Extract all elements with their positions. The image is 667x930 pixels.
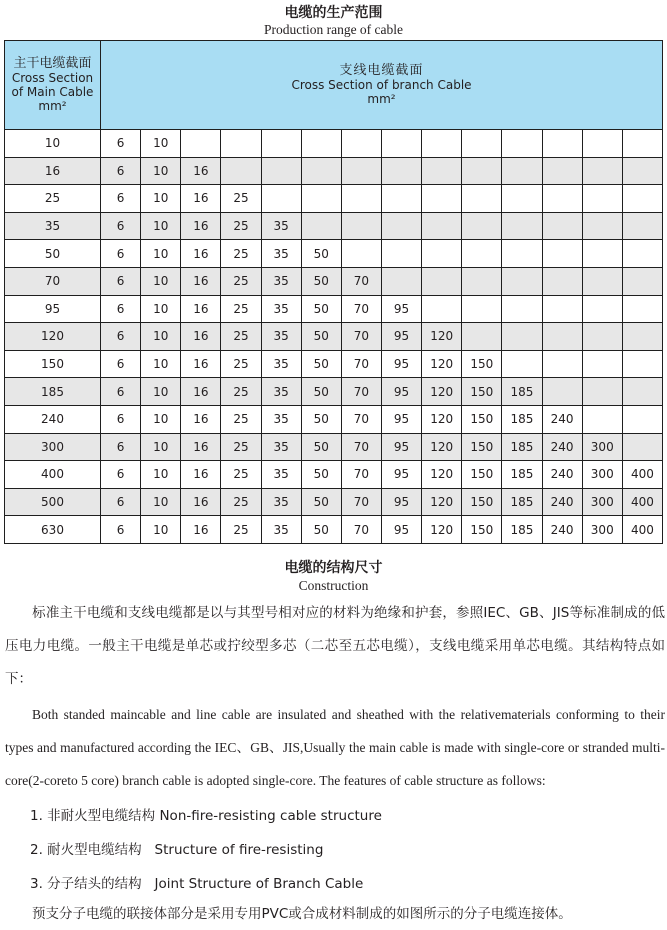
table-row: [5, 378, 663, 406]
construction-title-en: Construction: [298, 578, 369, 593]
branch-section-cell: 240: [542, 488, 582, 516]
construction-paragraph-en: [5, 698, 665, 797]
branch-section-cell: [622, 405, 662, 433]
branch-section-cell: 50: [301, 461, 341, 489]
branch-header-en: Cross Section of branch Cable: [291, 78, 472, 92]
branch-section-cell: 120: [422, 433, 462, 461]
branch-section-cell: 95: [381, 350, 421, 378]
branch-section-cell: 16: [181, 461, 221, 489]
table-row: [5, 461, 663, 489]
branch-section-cell: 120: [422, 516, 462, 544]
branch-section-cell: 16: [181, 350, 221, 378]
branch-section-cell: 50: [301, 323, 341, 351]
branch-section-cell: 95: [381, 516, 421, 544]
branch-section-cell: 150: [462, 405, 502, 433]
branch-section-cell: [422, 295, 462, 323]
main-section-cell: 120: [5, 323, 101, 351]
branch-section-cell: 10: [141, 488, 181, 516]
branch-header-zh: 支线电缆截面: [339, 63, 424, 78]
branch-section-cell: 6: [101, 157, 141, 185]
branch-section-cell: [381, 185, 421, 213]
branch-section-cell: 10: [141, 433, 181, 461]
branch-section-cell: [221, 157, 261, 185]
branch-section-cell: [582, 295, 622, 323]
branch-section-cell: [622, 350, 662, 378]
branch-section-cell: 25: [221, 185, 261, 213]
branch-section-cell: 400: [622, 488, 662, 516]
branch-section-cell: 50: [301, 378, 341, 406]
branch-section-cell: [502, 157, 542, 185]
branch-section-cell: [381, 157, 421, 185]
main-cable-header: [5, 41, 101, 130]
branch-section-cell: [542, 212, 582, 240]
branch-section-cell: [261, 157, 301, 185]
main-section-cell: 150: [5, 350, 101, 378]
branch-section-cell: [582, 323, 622, 351]
branch-section-cell: [301, 157, 341, 185]
production-range-table: [4, 40, 663, 544]
table-row: [5, 185, 663, 213]
branch-section-cell: [422, 267, 462, 295]
branch-section-cell: [462, 157, 502, 185]
branch-section-cell: [462, 212, 502, 240]
branch-section-cell: [341, 185, 381, 213]
branch-section-cell: 6: [101, 405, 141, 433]
branch-section-cell: [422, 212, 462, 240]
branch-section-cell: [622, 130, 662, 158]
branch-section-cell: 10: [141, 516, 181, 544]
branch-section-cell: 35: [261, 267, 301, 295]
branch-section-cell: 10: [141, 350, 181, 378]
branch-section-cell: 10: [141, 212, 181, 240]
branch-section-cell: 95: [381, 405, 421, 433]
branch-section-cell: 50: [301, 488, 341, 516]
branch-section-cell: 16: [181, 240, 221, 268]
branch-section-cell: 10: [141, 240, 181, 268]
branch-section-cell: [221, 130, 261, 158]
branch-section-cell: [582, 378, 622, 406]
branch-section-cell: 185: [502, 378, 542, 406]
branch-section-cell: 35: [261, 378, 301, 406]
branch-section-cell: 25: [221, 350, 261, 378]
branch-section-cell: 70: [341, 267, 381, 295]
branch-section-cell: [502, 185, 542, 213]
list-item: 3. 分子结头的结构 Joint Structure of Branch Cable: [30, 876, 364, 892]
branch-section-cell: 6: [101, 323, 141, 351]
table-row: [5, 516, 663, 544]
branch-section-cell: 10: [141, 130, 181, 158]
para-zh-text: 标准主干电缆和支线电缆都是以与其型号相对应的材料为绝缘和护套，参照IEC、GB、JIS等标准制成的低压电力电缆。一般主干电缆是单芯或拧绞型多芯（二芯至五芯电缆），支线电缆采用单芯电缆。其结构特点如下：: [5, 605, 665, 687]
branch-section-cell: 300: [582, 516, 622, 544]
branch-section-cell: 25: [221, 323, 261, 351]
branch-section-cell: [462, 295, 502, 323]
branch-section-cell: [341, 157, 381, 185]
table-row: [5, 157, 663, 185]
branch-section-cell: 10: [141, 295, 181, 323]
main-section-cell: 185: [5, 378, 101, 406]
branch-section-cell: [381, 212, 421, 240]
branch-section-cell: 16: [181, 378, 221, 406]
branch-header-unit: mm²: [367, 92, 396, 106]
branch-section-cell: [622, 433, 662, 461]
branch-section-cell: 6: [101, 130, 141, 158]
para-en-text: Both standed maincable and line cable are insulated and sheathed with the relativematerials conforming to their types and manufactured according the IEC、GB、JIS,Usually the main cable is made with single-core or stranded multi-core(2-coreto 5 core) branch cable is adopted single-core. The features of cable structure as follows:: [5, 707, 665, 788]
branch-section-cell: 16: [181, 516, 221, 544]
table-row: [5, 130, 663, 158]
branch-section-cell: 70: [341, 405, 381, 433]
branch-section-cell: 6: [101, 516, 141, 544]
branch-section-cell: 6: [101, 295, 141, 323]
branch-section-cell: 16: [181, 488, 221, 516]
branch-cable-header: [101, 41, 663, 130]
branch-section-cell: [301, 212, 341, 240]
branch-section-cell: [462, 185, 502, 213]
branch-section-cell: 6: [101, 212, 141, 240]
branch-section-cell: 70: [341, 516, 381, 544]
main-header-en-2: of Main Cable: [11, 85, 94, 99]
branch-section-cell: 120: [422, 488, 462, 516]
branch-section-cell: 50: [301, 405, 341, 433]
branch-section-cell: [542, 323, 582, 351]
branch-section-cell: 25: [221, 295, 261, 323]
branch-section-cell: 16: [181, 323, 221, 351]
branch-section-cell: 70: [341, 461, 381, 489]
branch-section-cell: [502, 240, 542, 268]
branch-section-cell: [542, 295, 582, 323]
branch-section-cell: [622, 240, 662, 268]
branch-section-cell: 25: [221, 405, 261, 433]
branch-section-cell: [422, 185, 462, 213]
branch-section-cell: [261, 130, 301, 158]
branch-section-cell: 6: [101, 488, 141, 516]
branch-section-cell: 35: [261, 323, 301, 351]
branch-section-cell: 240: [542, 516, 582, 544]
main-section-cell: 95: [5, 295, 101, 323]
branch-section-cell: [622, 267, 662, 295]
branch-section-cell: 35: [261, 461, 301, 489]
branch-section-cell: 300: [582, 488, 622, 516]
branch-section-cell: 35: [261, 516, 301, 544]
branch-section-cell: 16: [181, 433, 221, 461]
branch-section-cell: [622, 295, 662, 323]
page-title-en: Production range of cable: [263, 22, 404, 37]
branch-section-cell: [582, 405, 622, 433]
branch-section-cell: 25: [221, 433, 261, 461]
branch-section-cell: [502, 323, 542, 351]
branch-section-cell: 70: [341, 323, 381, 351]
branch-section-cell: 10: [141, 323, 181, 351]
branch-section-cell: 150: [462, 461, 502, 489]
branch-section-cell: 50: [301, 267, 341, 295]
branch-section-cell: 50: [301, 240, 341, 268]
branch-section-cell: 120: [422, 350, 462, 378]
branch-section-cell: 70: [341, 433, 381, 461]
branch-section-cell: 10: [141, 157, 181, 185]
main-header-en-1: Cross Section: [11, 71, 94, 85]
branch-section-cell: 120: [422, 378, 462, 406]
branch-section-cell: 400: [622, 461, 662, 489]
branch-section-cell: 25: [221, 267, 261, 295]
main-section-cell: 50: [5, 240, 101, 268]
branch-section-cell: 35: [261, 433, 301, 461]
branch-section-cell: [622, 212, 662, 240]
branch-section-cell: 95: [381, 323, 421, 351]
branch-section-cell: [422, 157, 462, 185]
branch-section-cell: [341, 130, 381, 158]
list-item: 2. 耐火型电缆结构 Structure of fire-resisting: [30, 842, 324, 858]
branch-section-cell: 185: [502, 461, 542, 489]
branch-section-cell: 150: [462, 516, 502, 544]
branch-section-cell: [542, 130, 582, 158]
branch-section-cell: [502, 350, 542, 378]
branch-section-cell: 240: [542, 461, 582, 489]
main-section-cell: 400: [5, 461, 101, 489]
branch-section-cell: 6: [101, 350, 141, 378]
branch-section-cell: 6: [101, 240, 141, 268]
construction-paragraph-zh: [5, 597, 665, 696]
branch-section-cell: 35: [261, 212, 301, 240]
branch-section-cell: 185: [502, 405, 542, 433]
main-header-unit: mm²: [38, 99, 67, 113]
branch-section-cell: 35: [261, 240, 301, 268]
branch-section-cell: 6: [101, 433, 141, 461]
branch-section-cell: 16: [181, 295, 221, 323]
branch-section-cell: 70: [341, 378, 381, 406]
branch-section-cell: [462, 240, 502, 268]
branch-section-cell: [582, 240, 622, 268]
branch-section-cell: 35: [261, 350, 301, 378]
branch-section-cell: 10: [141, 405, 181, 433]
table-row: [5, 212, 663, 240]
main-section-cell: 25: [5, 185, 101, 213]
branch-section-cell: 150: [462, 350, 502, 378]
branch-section-cell: [381, 267, 421, 295]
branch-section-cell: [582, 185, 622, 213]
main-section-cell: 10: [5, 130, 101, 158]
table-row: [5, 323, 663, 351]
branch-section-cell: 95: [381, 488, 421, 516]
construction-title-zh: 电缆的结构尺寸: [284, 560, 383, 576]
branch-section-cell: 16: [181, 212, 221, 240]
branch-section-cell: [542, 185, 582, 213]
branch-section-cell: 10: [141, 267, 181, 295]
branch-section-cell: 16: [181, 185, 221, 213]
page-title-zh: 电缆的生产范围: [284, 5, 383, 21]
main-section-cell: 70: [5, 267, 101, 295]
branch-section-cell: 25: [221, 212, 261, 240]
branch-section-cell: [622, 185, 662, 213]
branch-section-cell: [301, 130, 341, 158]
main-section-cell: 300: [5, 433, 101, 461]
branch-section-cell: [622, 323, 662, 351]
branch-section-cell: [502, 212, 542, 240]
main-section-cell: 35: [5, 212, 101, 240]
branch-section-cell: 300: [582, 433, 622, 461]
table-row: [5, 350, 663, 378]
branch-section-cell: [582, 267, 622, 295]
branch-section-cell: 150: [462, 488, 502, 516]
branch-section-cell: 70: [341, 488, 381, 516]
branch-section-cell: 25: [221, 516, 261, 544]
branch-section-cell: 240: [542, 433, 582, 461]
branch-section-cell: 16: [181, 157, 221, 185]
branch-section-cell: 120: [422, 405, 462, 433]
branch-section-cell: [341, 240, 381, 268]
table-row: [5, 488, 663, 516]
branch-section-cell: 120: [422, 461, 462, 489]
branch-section-cell: 16: [181, 267, 221, 295]
branch-section-cell: [341, 212, 381, 240]
branch-section-cell: 25: [221, 488, 261, 516]
branch-section-cell: 50: [301, 516, 341, 544]
branch-section-cell: 185: [502, 433, 542, 461]
branch-section-cell: 150: [462, 378, 502, 406]
branch-section-cell: 50: [301, 433, 341, 461]
branch-section-cell: [542, 157, 582, 185]
branch-section-cell: [582, 130, 622, 158]
branch-section-cell: [582, 212, 622, 240]
branch-section-cell: [422, 130, 462, 158]
branch-section-cell: [462, 323, 502, 351]
table-body: [5, 130, 663, 544]
table-row: [5, 267, 663, 295]
branch-section-cell: 95: [381, 295, 421, 323]
branch-section-cell: 70: [341, 295, 381, 323]
branch-section-cell: 95: [381, 433, 421, 461]
table-row: [5, 295, 663, 323]
branch-section-cell: [462, 130, 502, 158]
branch-section-cell: [301, 185, 341, 213]
branch-section-cell: 95: [381, 378, 421, 406]
branch-section-cell: [381, 130, 421, 158]
branch-section-cell: 50: [301, 295, 341, 323]
branch-section-cell: 25: [221, 240, 261, 268]
branch-section-cell: [622, 378, 662, 406]
branch-section-cell: 240: [542, 405, 582, 433]
branch-section-cell: [502, 267, 542, 295]
branch-section-cell: [542, 350, 582, 378]
branch-section-cell: 50: [301, 350, 341, 378]
main-section-cell: 500: [5, 488, 101, 516]
branch-section-cell: 300: [582, 461, 622, 489]
branch-section-cell: [181, 130, 221, 158]
branch-section-cell: 400: [622, 516, 662, 544]
branch-section-cell: 70: [341, 350, 381, 378]
branch-section-cell: [422, 240, 462, 268]
branch-section-cell: [261, 185, 301, 213]
branch-section-cell: 35: [261, 295, 301, 323]
branch-section-cell: 120: [422, 323, 462, 351]
branch-section-cell: 16: [181, 405, 221, 433]
main-section-cell: 16: [5, 157, 101, 185]
branch-section-cell: 185: [502, 488, 542, 516]
table-row: [5, 433, 663, 461]
branch-section-cell: [542, 240, 582, 268]
branch-section-cell: 25: [221, 378, 261, 406]
branch-section-cell: [381, 240, 421, 268]
branch-section-cell: 35: [261, 488, 301, 516]
branch-section-cell: 10: [141, 378, 181, 406]
final-sentence: 预支分子电缆的联接体部分是采用专用PVC或合成材料制成的如图所示的分子电缆连接体。: [32, 906, 572, 922]
table-row: [5, 405, 663, 433]
branch-section-cell: [542, 378, 582, 406]
branch-section-cell: [582, 350, 622, 378]
branch-section-cell: 35: [261, 405, 301, 433]
branch-section-cell: 150: [462, 433, 502, 461]
branch-section-cell: 10: [141, 461, 181, 489]
list-item: 1. 非耐火型电缆结构 Non-fire-resisting cable structure: [30, 808, 382, 824]
main-section-cell: 630: [5, 516, 101, 544]
branch-section-cell: 95: [381, 461, 421, 489]
branch-section-cell: [502, 130, 542, 158]
main-section-cell: 240: [5, 405, 101, 433]
branch-section-cell: [502, 295, 542, 323]
main-header-zh: 主干电缆截面: [13, 56, 92, 71]
branch-section-cell: [462, 267, 502, 295]
branch-section-cell: [582, 157, 622, 185]
structure-list: [30, 799, 382, 901]
branch-section-cell: 25: [221, 461, 261, 489]
table-row: [5, 240, 663, 268]
branch-section-cell: 6: [101, 185, 141, 213]
branch-section-cell: 6: [101, 461, 141, 489]
branch-section-cell: [622, 157, 662, 185]
branch-section-cell: [542, 267, 582, 295]
branch-section-cell: 185: [502, 516, 542, 544]
branch-section-cell: 6: [101, 267, 141, 295]
branch-section-cell: 10: [141, 185, 181, 213]
branch-section-cell: 6: [101, 378, 141, 406]
